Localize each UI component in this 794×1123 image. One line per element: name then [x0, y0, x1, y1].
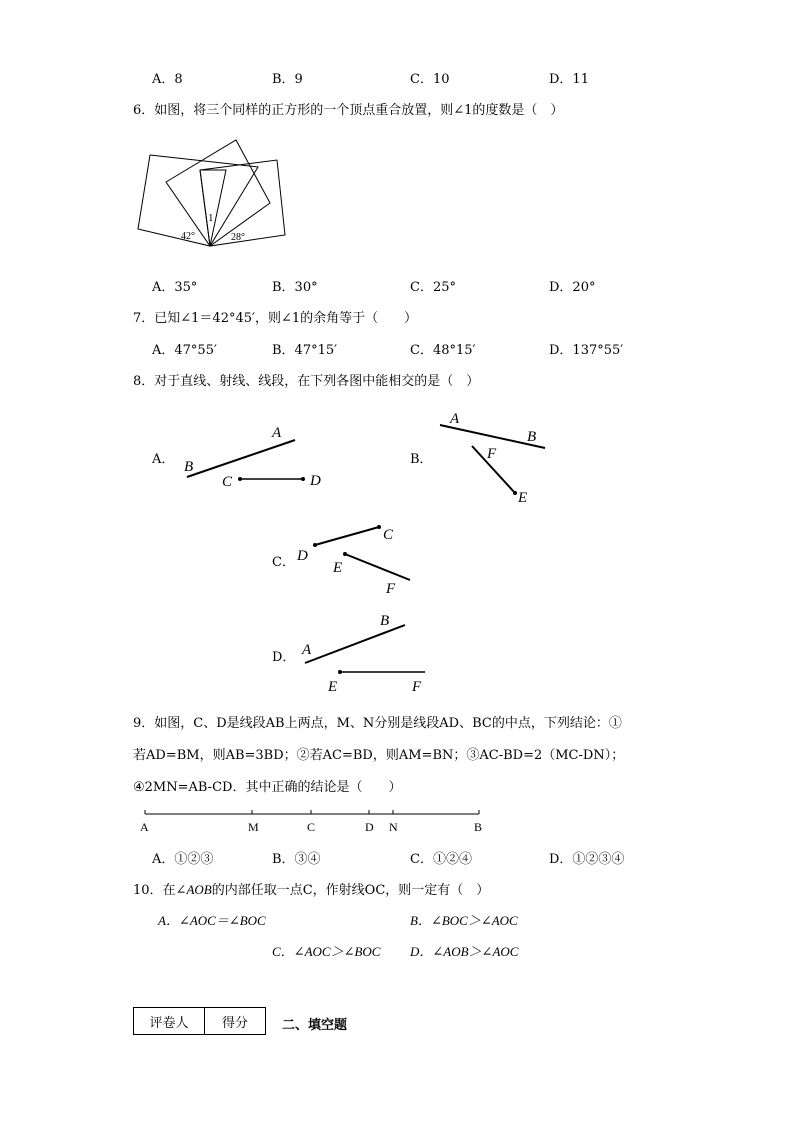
q8-figure-d: [290, 608, 435, 698]
seg-point-d: D: [365, 820, 374, 834]
point-f-label: F: [386, 581, 396, 597]
q10-option-a: A．∠AOC＝∠BOC: [158, 913, 266, 928]
point-b-label: B: [380, 613, 390, 629]
point-c-label: C: [383, 527, 394, 543]
point-b-label: B: [527, 429, 537, 445]
q7-option-b: B．47°15′: [272, 343, 338, 358]
point-e-label: E: [518, 490, 528, 506]
angle-28-label: 28°: [231, 232, 245, 243]
q10-option-b: B．∠BOC＞∠AOC: [410, 913, 518, 928]
point-f-label: F: [487, 446, 497, 462]
q9-line3: ④2MN=AB-CD．其中正确的结论是（ ）: [133, 780, 402, 795]
q5-option-a: A．8: [152, 72, 183, 87]
q9-option-b: B．③④: [272, 852, 321, 867]
q5-option-b: B．9: [272, 72, 303, 87]
q8-text: 8．对于直线、射线、线段，在下列各图中能相交的是（ ）: [133, 374, 480, 389]
grader-cell: 评卷人: [134, 1008, 205, 1035]
q9-line2: 若AD=BM，则AB=3BD；②若AC=BD，则AM=BN；③AC-BD=2（MC-DN）；: [133, 748, 625, 763]
seg-point-n: N: [389, 820, 398, 834]
q9-option-a: A．①②③: [152, 852, 214, 867]
q9-line1: 9．如图，C、D是线段AB上两点，M、N分别是线段AD、BC的中点，下列结论：①: [133, 716, 622, 731]
seg-point-c: C: [307, 820, 316, 834]
q7-option-a: A．47°55′: [152, 343, 217, 358]
q6-option-b: B．30°: [272, 280, 318, 295]
seg-point-a: A: [140, 820, 149, 834]
q10-option-c: C．∠AOC＞∠BOC: [272, 944, 381, 959]
point-f-label: F: [412, 679, 422, 695]
q8-label-b: B．: [410, 452, 433, 467]
score-table: [133, 1007, 266, 1035]
q8-figure-c: [290, 515, 430, 600]
point-a-label: A: [272, 425, 282, 441]
q5-option-d: D．11: [549, 72, 589, 87]
angle-wedge: [200, 170, 226, 246]
q10-option-d: D．∠AOB＞∠AOC: [410, 944, 519, 959]
seg-point-m: M: [248, 820, 259, 834]
point-e-label: E: [333, 560, 343, 576]
q6-text: 6．如图，将三个同样的正方形的一个顶点重合放置，则∠1的度数是（ ）: [133, 103, 564, 118]
angle-42-label: 42°: [181, 231, 195, 242]
point-c-label: C: [222, 474, 233, 490]
score-cell: 得分: [205, 1008, 266, 1035]
q8-label-d: D．: [272, 650, 296, 665]
point-d-label: D: [297, 548, 308, 564]
point-a-label: A: [450, 411, 460, 427]
q6-figure: [130, 135, 295, 255]
q10-text: 10．在∠AOB的内部任取一点C，作射线OC，则一定有（ ）: [133, 882, 490, 898]
q7-option-d: D．137°55′: [549, 343, 624, 358]
q9-option-c: C．①②④: [410, 852, 472, 867]
point-b-label: B: [184, 459, 194, 475]
q8-figure-b: [430, 405, 560, 510]
point-a-label: A: [302, 642, 312, 658]
q7-text: 7．已知∠1＝42°45′，则∠1的余角等于（ ）: [133, 311, 418, 326]
q8-label-c: C．: [272, 555, 295, 570]
section-title: 二、填空题: [282, 1018, 348, 1033]
q6-option-a: A．35°: [152, 280, 198, 295]
q6-option-c: C．25°: [410, 280, 456, 295]
q8-label-a: A．: [152, 452, 175, 467]
q7-option-c: C．48°15′: [410, 343, 476, 358]
point-d-label: D: [310, 473, 321, 489]
q9-segment-figure: [135, 806, 495, 836]
seg-point-b: B: [474, 820, 483, 834]
angle-1-label: 1: [208, 212, 214, 224]
q6-option-d: D．20°: [549, 280, 596, 295]
point-e-label: E: [328, 679, 338, 695]
q8-figure-a: [175, 420, 335, 495]
q5-option-c: C．10: [410, 72, 450, 87]
q9-option-d: D．①②③④: [549, 852, 625, 867]
